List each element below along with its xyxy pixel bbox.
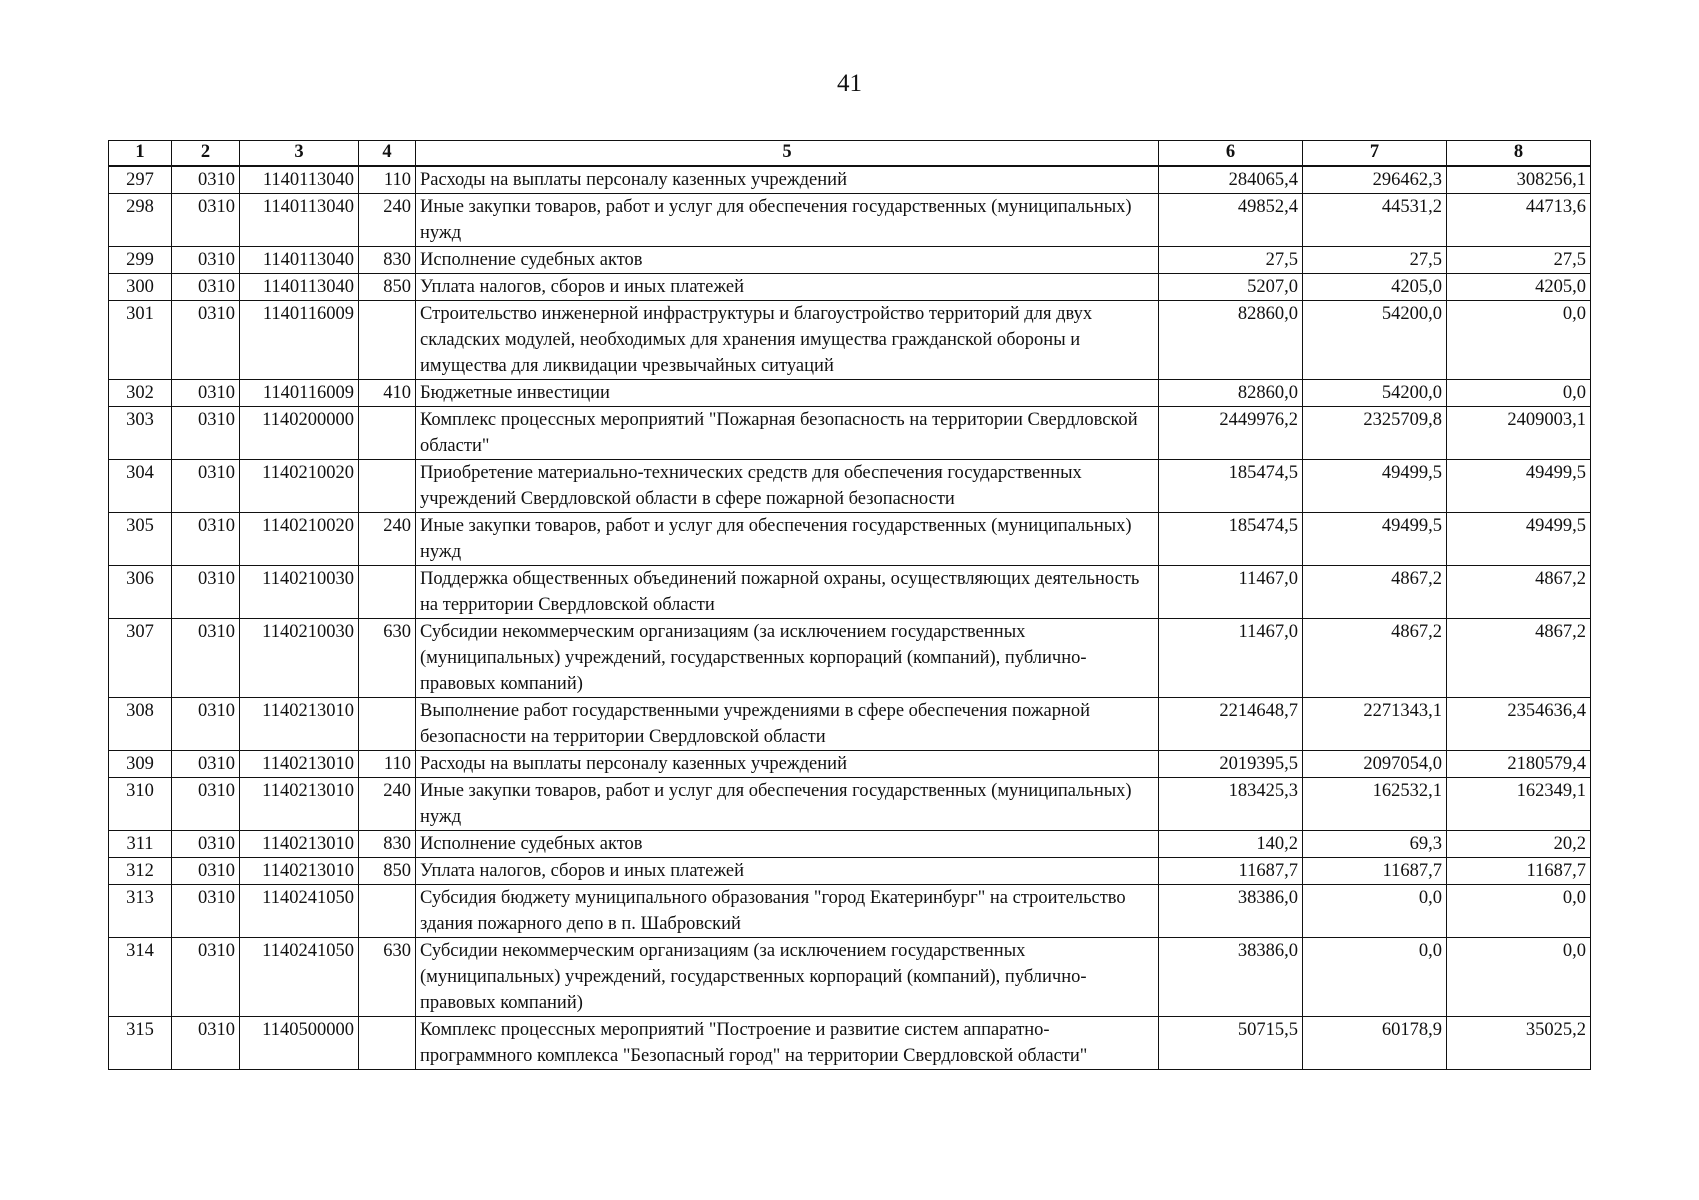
budget-table bbox=[108, 140, 1591, 1070]
description-cell: Субсидии некоммерческим организациям (за исключением государственных (муниципальных) учреждений, государственных корпораций (компаний), публично-правовых компаний) bbox=[416, 938, 1159, 1017]
description-cell: Приобретение материально-технических средств для обеспечения государственных учреждений Свердловской области в сфере пожарной безопасности bbox=[416, 460, 1159, 513]
amount-col-8-cell: 0,0 bbox=[1447, 885, 1591, 938]
amount-col-7-cell: 2271343,1 bbox=[1303, 698, 1447, 751]
amount-col-7-cell: 162532,1 bbox=[1303, 778, 1447, 831]
amount-col-7-cell: 296462,3 bbox=[1303, 166, 1447, 194]
amount-col-6-cell: 11687,7 bbox=[1159, 858, 1303, 885]
column-header-5: 5 bbox=[416, 141, 1159, 167]
description-cell: Бюджетные инвестиции bbox=[416, 380, 1159, 407]
table-row bbox=[109, 858, 1591, 885]
description-cell: Комплекс процессных мероприятий "Пожарная безопасность на территории Свердловской области" bbox=[416, 407, 1159, 460]
amount-col-8-cell: 4205,0 bbox=[1447, 274, 1591, 301]
table-row bbox=[109, 274, 1591, 301]
header-row bbox=[109, 141, 1591, 167]
row-number-cell: 302 bbox=[109, 380, 172, 407]
target-article-code-cell: 1140113040 bbox=[240, 194, 359, 247]
row-number-cell: 298 bbox=[109, 194, 172, 247]
target-article-code-cell: 1140213010 bbox=[240, 778, 359, 831]
section-code-cell: 0310 bbox=[172, 1017, 240, 1070]
row-number-cell: 309 bbox=[109, 751, 172, 778]
row-number-cell: 313 bbox=[109, 885, 172, 938]
section-code-cell: 0310 bbox=[172, 247, 240, 274]
amount-col-8-cell: 0,0 bbox=[1447, 938, 1591, 1017]
amount-col-7-cell: 11687,7 bbox=[1303, 858, 1447, 885]
section-code-cell: 0310 bbox=[172, 301, 240, 380]
expense-type-code-cell bbox=[359, 460, 416, 513]
description-cell: Субсидии некоммерческим организациям (за исключением государственных (муниципальных) учреждений, государственных корпораций (компаний), публично-правовых компаний) bbox=[416, 619, 1159, 698]
description-cell: Комплекс процессных мероприятий "Построение и развитие систем аппаратно-программного комплекса "Безопасный город" на территории Свердловской области" bbox=[416, 1017, 1159, 1070]
table-row bbox=[109, 460, 1591, 513]
column-header-2: 2 bbox=[172, 141, 240, 167]
column-header-1: 1 bbox=[109, 141, 172, 167]
row-number-cell: 306 bbox=[109, 566, 172, 619]
amount-col-7-cell: 27,5 bbox=[1303, 247, 1447, 274]
row-number-cell: 315 bbox=[109, 1017, 172, 1070]
column-header-8: 8 bbox=[1447, 141, 1591, 167]
expense-type-code-cell bbox=[359, 1017, 416, 1070]
column-header-4: 4 bbox=[359, 141, 416, 167]
table-row bbox=[109, 566, 1591, 619]
target-article-code-cell: 1140241050 bbox=[240, 938, 359, 1017]
amount-col-8-cell: 35025,2 bbox=[1447, 1017, 1591, 1070]
amount-col-8-cell: 162349,1 bbox=[1447, 778, 1591, 831]
row-number-cell: 307 bbox=[109, 619, 172, 698]
amount-col-6-cell: 11467,0 bbox=[1159, 619, 1303, 698]
amount-col-6-cell: 5207,0 bbox=[1159, 274, 1303, 301]
row-number-cell: 304 bbox=[109, 460, 172, 513]
expense-type-code-cell: 240 bbox=[359, 778, 416, 831]
row-number-cell: 301 bbox=[109, 301, 172, 380]
amount-col-6-cell: 38386,0 bbox=[1159, 885, 1303, 938]
expense-type-code-cell: 110 bbox=[359, 166, 416, 194]
column-header-7: 7 bbox=[1303, 141, 1447, 167]
target-article-code-cell: 1140213010 bbox=[240, 831, 359, 858]
expense-type-code-cell bbox=[359, 566, 416, 619]
amount-col-7-cell: 54200,0 bbox=[1303, 380, 1447, 407]
table-row bbox=[109, 407, 1591, 460]
table-row bbox=[109, 513, 1591, 566]
description-cell: Поддержка общественных объединений пожарной охраны, осуществляющих деятельность на территории Свердловской области bbox=[416, 566, 1159, 619]
table-header bbox=[109, 141, 1591, 167]
table-row bbox=[109, 778, 1591, 831]
amount-col-6-cell: 2214648,7 bbox=[1159, 698, 1303, 751]
column-header-6: 6 bbox=[1159, 141, 1303, 167]
amount-col-6-cell: 185474,5 bbox=[1159, 513, 1303, 566]
expense-type-code-cell: 240 bbox=[359, 513, 416, 566]
table-body bbox=[109, 166, 1591, 1070]
amount-col-7-cell: 4867,2 bbox=[1303, 566, 1447, 619]
amount-col-8-cell: 27,5 bbox=[1447, 247, 1591, 274]
row-number-cell: 300 bbox=[109, 274, 172, 301]
section-code-cell: 0310 bbox=[172, 938, 240, 1017]
section-code-cell: 0310 bbox=[172, 194, 240, 247]
amount-col-6-cell: 38386,0 bbox=[1159, 938, 1303, 1017]
section-code-cell: 0310 bbox=[172, 831, 240, 858]
table-row bbox=[109, 301, 1591, 380]
target-article-code-cell: 1140210020 bbox=[240, 460, 359, 513]
row-number-cell: 297 bbox=[109, 166, 172, 194]
row-number-cell: 303 bbox=[109, 407, 172, 460]
table-row bbox=[109, 380, 1591, 407]
table-row bbox=[109, 938, 1591, 1017]
section-code-cell: 0310 bbox=[172, 380, 240, 407]
expense-type-code-cell: 630 bbox=[359, 619, 416, 698]
row-number-cell: 311 bbox=[109, 831, 172, 858]
section-code-cell: 0310 bbox=[172, 778, 240, 831]
table-row bbox=[109, 619, 1591, 698]
expense-type-code-cell bbox=[359, 698, 416, 751]
target-article-code-cell: 1140213010 bbox=[240, 751, 359, 778]
section-code-cell: 0310 bbox=[172, 885, 240, 938]
amount-col-6-cell: 183425,3 bbox=[1159, 778, 1303, 831]
amount-col-8-cell: 0,0 bbox=[1447, 380, 1591, 407]
description-cell: Иные закупки товаров, работ и услуг для обеспечения государственных (муниципальных) нужд bbox=[416, 194, 1159, 247]
expense-type-code-cell: 410 bbox=[359, 380, 416, 407]
target-article-code-cell: 1140210020 bbox=[240, 513, 359, 566]
amount-col-7-cell: 0,0 bbox=[1303, 885, 1447, 938]
amount-col-6-cell: 49852,4 bbox=[1159, 194, 1303, 247]
description-cell: Иные закупки товаров, работ и услуг для обеспечения государственных (муниципальных) нужд bbox=[416, 513, 1159, 566]
amount-col-8-cell: 2180579,4 bbox=[1447, 751, 1591, 778]
amount-col-6-cell: 82860,0 bbox=[1159, 301, 1303, 380]
expense-type-code-cell bbox=[359, 301, 416, 380]
section-code-cell: 0310 bbox=[172, 513, 240, 566]
amount-col-8-cell: 11687,7 bbox=[1447, 858, 1591, 885]
section-code-cell: 0310 bbox=[172, 274, 240, 301]
amount-col-8-cell: 49499,5 bbox=[1447, 460, 1591, 513]
target-article-code-cell: 1140113040 bbox=[240, 274, 359, 301]
page-number: 41 bbox=[837, 70, 862, 97]
amount-col-8-cell: 4867,2 bbox=[1447, 566, 1591, 619]
amount-col-8-cell: 20,2 bbox=[1447, 831, 1591, 858]
amount-col-7-cell: 44531,2 bbox=[1303, 194, 1447, 247]
section-code-cell: 0310 bbox=[172, 858, 240, 885]
target-article-code-cell: 1140113040 bbox=[240, 247, 359, 274]
amount-col-8-cell: 49499,5 bbox=[1447, 513, 1591, 566]
amount-col-7-cell: 4205,0 bbox=[1303, 274, 1447, 301]
amount-col-6-cell: 27,5 bbox=[1159, 247, 1303, 274]
description-cell: Уплата налогов, сборов и иных платежей bbox=[416, 858, 1159, 885]
column-header-3: 3 bbox=[240, 141, 359, 167]
expense-type-code-cell: 830 bbox=[359, 247, 416, 274]
amount-col-6-cell: 82860,0 bbox=[1159, 380, 1303, 407]
amount-col-7-cell: 2325709,8 bbox=[1303, 407, 1447, 460]
amount-col-7-cell: 0,0 bbox=[1303, 938, 1447, 1017]
description-cell: Иные закупки товаров, работ и услуг для обеспечения государственных (муниципальных) нужд bbox=[416, 778, 1159, 831]
target-article-code-cell: 1140241050 bbox=[240, 885, 359, 938]
description-cell: Расходы на выплаты персоналу казенных учреждений bbox=[416, 751, 1159, 778]
section-code-cell: 0310 bbox=[172, 698, 240, 751]
expense-type-code-cell bbox=[359, 407, 416, 460]
row-number-cell: 312 bbox=[109, 858, 172, 885]
target-article-code-cell: 1140210030 bbox=[240, 566, 359, 619]
expense-type-code-cell: 850 bbox=[359, 274, 416, 301]
amount-col-8-cell: 308256,1 bbox=[1447, 166, 1591, 194]
target-article-code-cell: 1140213010 bbox=[240, 698, 359, 751]
row-number-cell: 299 bbox=[109, 247, 172, 274]
description-cell: Субсидия бюджету муниципального образования "город Екатеринбург" на строительство здания пожарного депо в п. Шабровский bbox=[416, 885, 1159, 938]
table-row bbox=[109, 831, 1591, 858]
amount-col-7-cell: 4867,2 bbox=[1303, 619, 1447, 698]
amount-col-7-cell: 49499,5 bbox=[1303, 513, 1447, 566]
description-cell: Выполнение работ государственными учреждениями в сфере обеспечения пожарной безопасности на территории Свердловской области bbox=[416, 698, 1159, 751]
section-code-cell: 0310 bbox=[172, 407, 240, 460]
row-number-cell: 310 bbox=[109, 778, 172, 831]
table-row bbox=[109, 751, 1591, 778]
table-row bbox=[109, 698, 1591, 751]
target-article-code-cell: 1140116009 bbox=[240, 380, 359, 407]
section-code-cell: 0310 bbox=[172, 460, 240, 513]
section-code-cell: 0310 bbox=[172, 566, 240, 619]
expense-type-code-cell: 240 bbox=[359, 194, 416, 247]
amount-col-7-cell: 54200,0 bbox=[1303, 301, 1447, 380]
table-row bbox=[109, 166, 1591, 194]
amount-col-7-cell: 2097054,0 bbox=[1303, 751, 1447, 778]
description-cell: Исполнение судебных актов bbox=[416, 831, 1159, 858]
table-row bbox=[109, 1017, 1591, 1070]
section-code-cell: 0310 bbox=[172, 751, 240, 778]
expense-type-code-cell: 830 bbox=[359, 831, 416, 858]
amount-col-8-cell: 2409003,1 bbox=[1447, 407, 1591, 460]
description-cell: Расходы на выплаты персоналу казенных учреждений bbox=[416, 166, 1159, 194]
target-article-code-cell: 1140500000 bbox=[240, 1017, 359, 1070]
amount-col-6-cell: 11467,0 bbox=[1159, 566, 1303, 619]
amount-col-7-cell: 60178,9 bbox=[1303, 1017, 1447, 1070]
table-row bbox=[109, 885, 1591, 938]
target-article-code-cell: 1140210030 bbox=[240, 619, 359, 698]
amount-col-8-cell: 44713,6 bbox=[1447, 194, 1591, 247]
target-article-code-cell: 1140200000 bbox=[240, 407, 359, 460]
row-number-cell: 305 bbox=[109, 513, 172, 566]
amount-col-7-cell: 49499,5 bbox=[1303, 460, 1447, 513]
description-cell: Строительство инженерной инфраструктуры и благоустройство территорий для двух складских модулей, необходимых для хранения имущества гражданской обороны и имущества для ликвидации чрезвычайных ситуаций bbox=[416, 301, 1159, 380]
amount-col-8-cell: 4867,2 bbox=[1447, 619, 1591, 698]
expense-type-code-cell: 850 bbox=[359, 858, 416, 885]
description-cell: Исполнение судебных актов bbox=[416, 247, 1159, 274]
amount-col-6-cell: 140,2 bbox=[1159, 831, 1303, 858]
target-article-code-cell: 1140113040 bbox=[240, 166, 359, 194]
expense-type-code-cell bbox=[359, 885, 416, 938]
section-code-cell: 0310 bbox=[172, 619, 240, 698]
amount-col-6-cell: 284065,4 bbox=[1159, 166, 1303, 194]
amount-col-7-cell: 69,3 bbox=[1303, 831, 1447, 858]
amount-col-6-cell: 2019395,5 bbox=[1159, 751, 1303, 778]
table-row bbox=[109, 247, 1591, 274]
amount-col-6-cell: 2449976,2 bbox=[1159, 407, 1303, 460]
amount-col-8-cell: 0,0 bbox=[1447, 301, 1591, 380]
section-code-cell: 0310 bbox=[172, 166, 240, 194]
target-article-code-cell: 1140116009 bbox=[240, 301, 359, 380]
amount-col-6-cell: 50715,5 bbox=[1159, 1017, 1303, 1070]
amount-col-6-cell: 185474,5 bbox=[1159, 460, 1303, 513]
row-number-cell: 308 bbox=[109, 698, 172, 751]
table-row bbox=[109, 194, 1591, 247]
row-number-cell: 314 bbox=[109, 938, 172, 1017]
amount-col-8-cell: 2354636,4 bbox=[1447, 698, 1591, 751]
description-cell: Уплата налогов, сборов и иных платежей bbox=[416, 274, 1159, 301]
expense-type-code-cell: 110 bbox=[359, 751, 416, 778]
target-article-code-cell: 1140213010 bbox=[240, 858, 359, 885]
expense-type-code-cell: 630 bbox=[359, 938, 416, 1017]
